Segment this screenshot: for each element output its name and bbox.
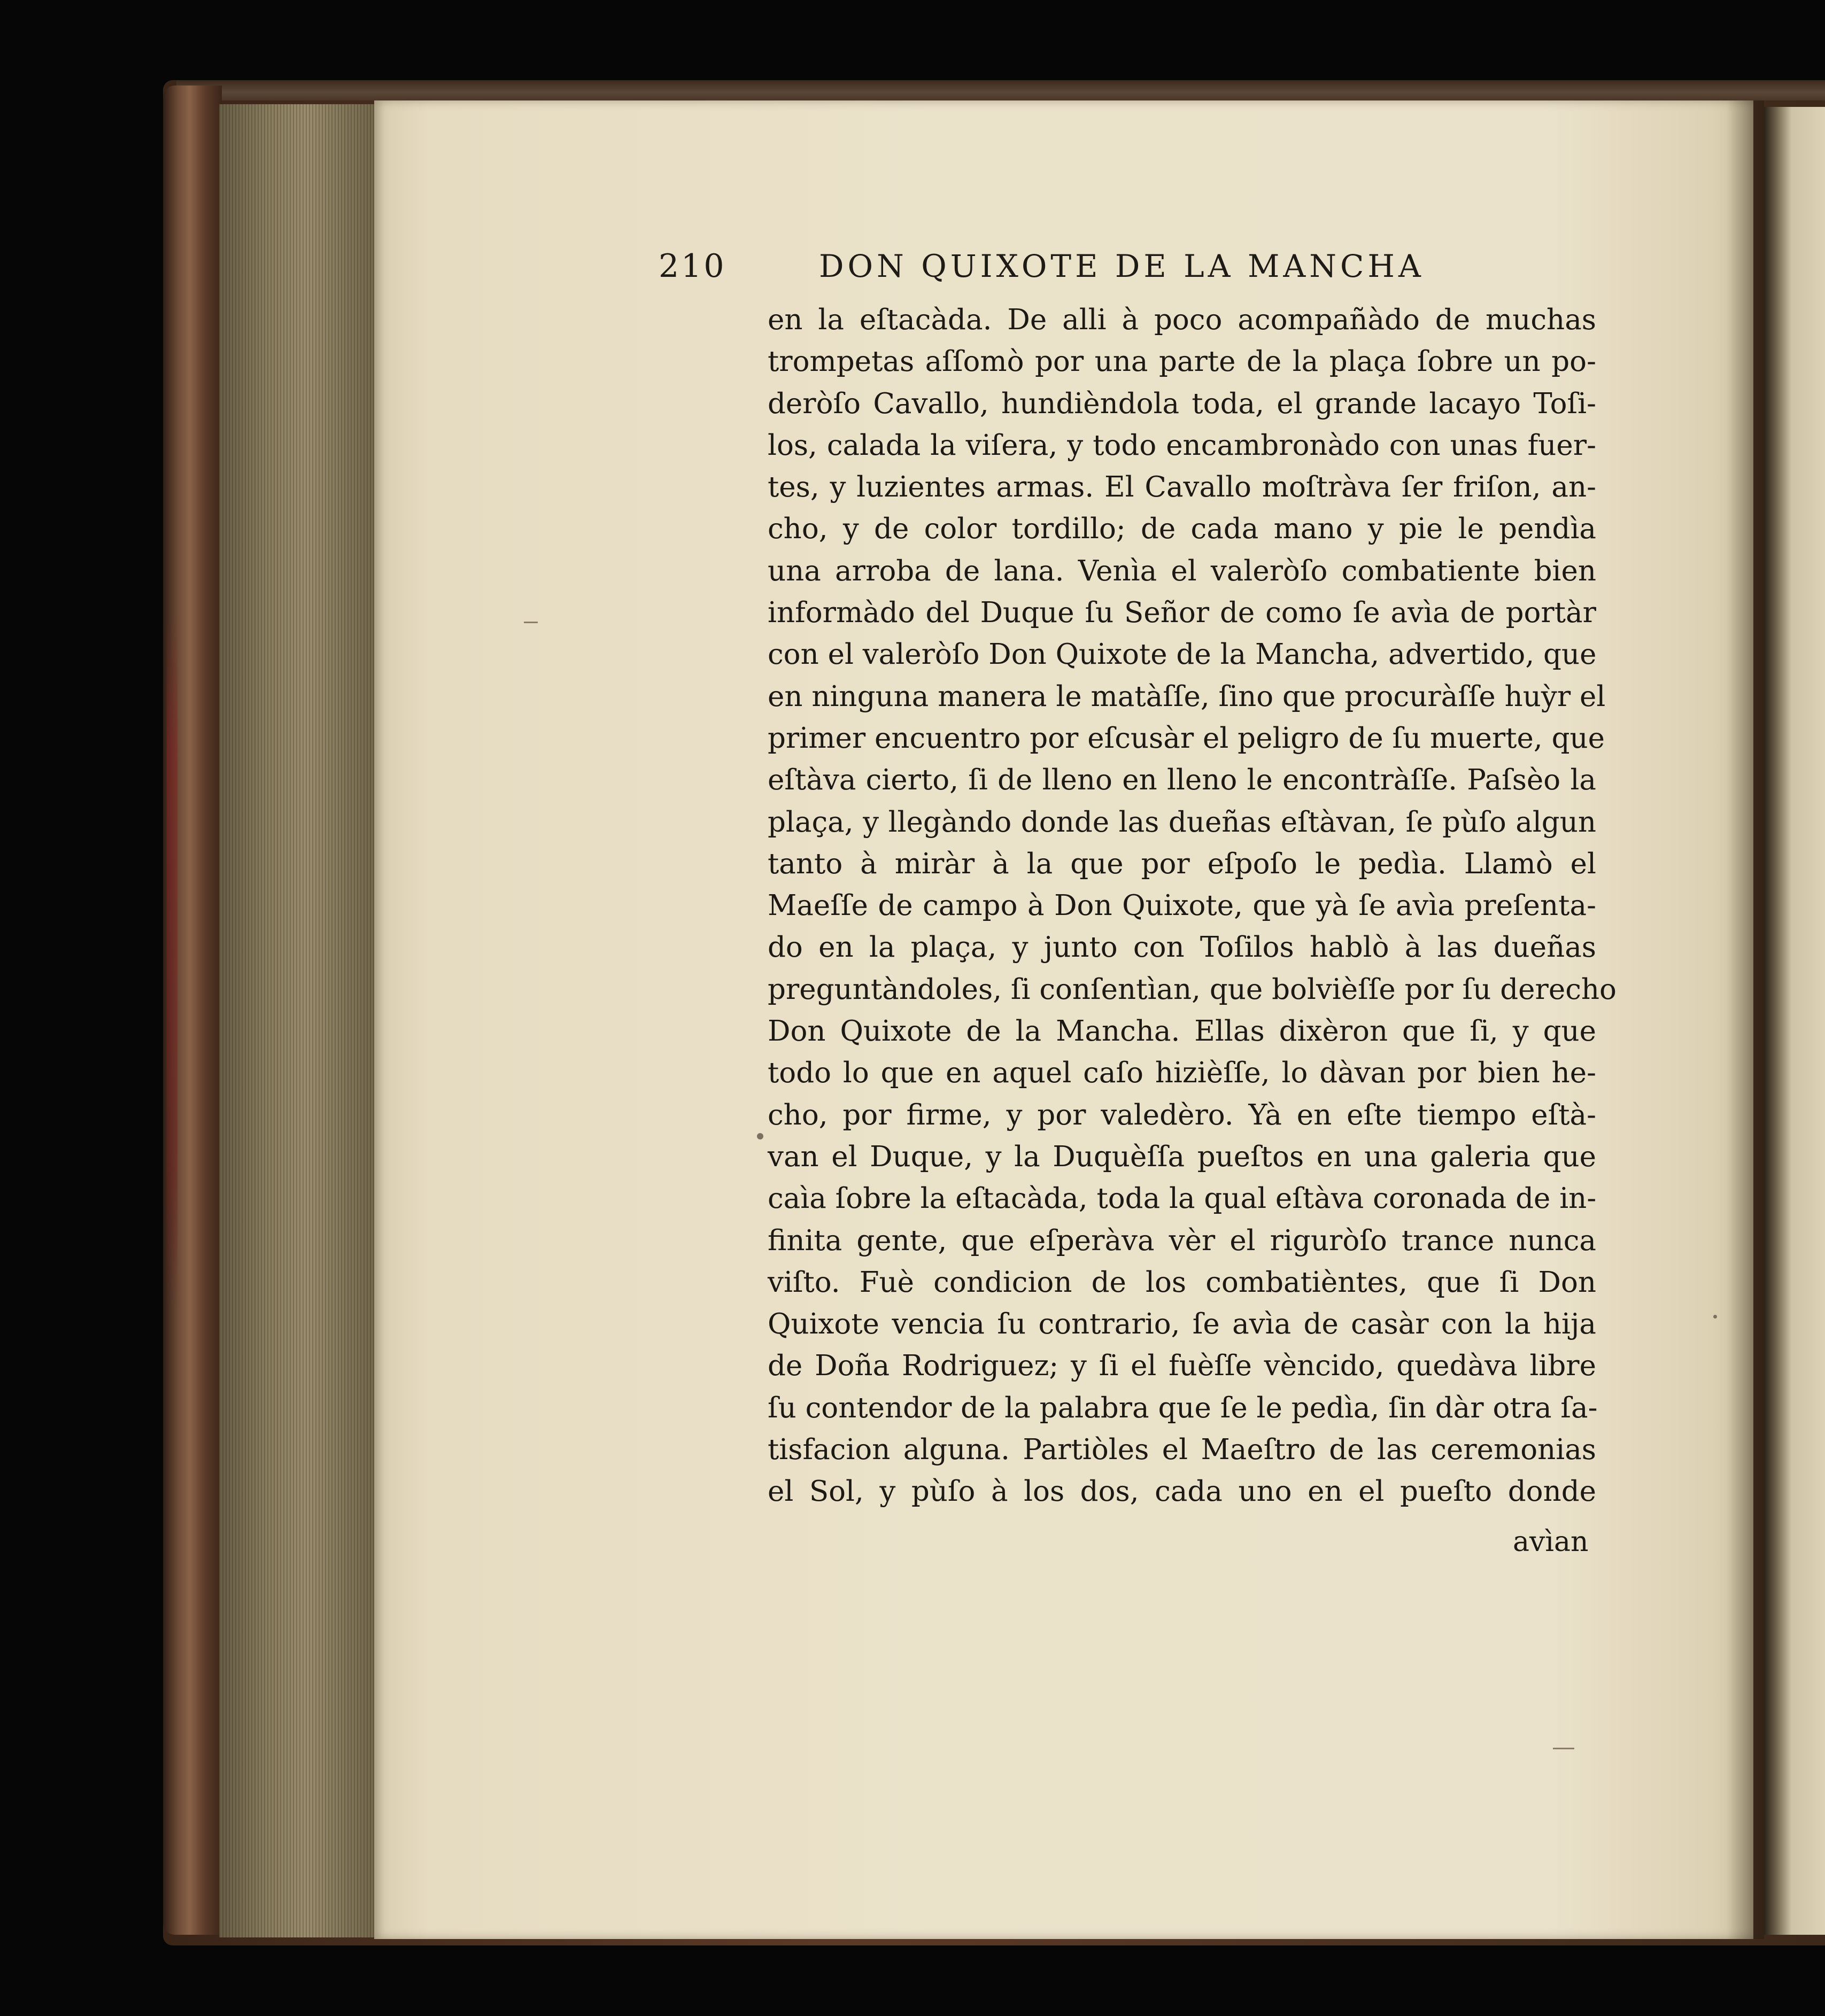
cover-top-edge xyxy=(176,80,1825,100)
text-line: Don Quixote de la Mancha. Ellas dixèron que ſi, y que xyxy=(768,1015,1596,1048)
text-line: de Doña Rodriguez; y ſi el fuèſſe vèncido, quedàva libre xyxy=(768,1350,1596,1383)
page-block-edges xyxy=(219,104,380,1937)
text-line: el Sol, y pùſo à los dos, cada uno en el pueſto donde xyxy=(768,1475,1596,1508)
margin-mark xyxy=(524,622,538,623)
text-line: do en la plaça, y junto con Toſilos hablò à las dueñas xyxy=(768,931,1596,964)
text-line: primer encuentro por eſcusàr el peligro de ſu muerte, que xyxy=(768,722,1605,755)
text-line: plaça, y llegàndo donde las dueñas eſtàvan, ſe pùſo algun xyxy=(768,805,1596,839)
text-line: en la eſtacàda. De alli à poco acompañàdo de muchas xyxy=(768,304,1596,336)
right-page-edge xyxy=(1764,107,1825,1935)
binding-stain xyxy=(167,615,177,1309)
text-line: van el Duque, y la Duquèſſa pueſtos en una galeria que xyxy=(768,1140,1596,1173)
text-line: tanto à miràr à la que por eſpoſo le pedìa. Llamò el xyxy=(768,847,1596,880)
text-line: deròſo Cavallo, hundièndola toda, el grande lacayo Toſi- xyxy=(768,387,1596,420)
page-number: 210 xyxy=(659,247,726,285)
text-line: una arroba de lana. Venìa el valeròſo combatiente bien xyxy=(768,554,1596,587)
text-line: preguntàndoles, ſi conſentìan, que bolvièſſe por ſu derecho xyxy=(768,973,1617,1006)
text-line: caìa ſobre la eſtacàda, toda la qual eſtàva coronada de in- xyxy=(768,1182,1597,1215)
text-line: eſtàva cierto, ſi de lleno en lleno le encontràſſe. Paſsèo la xyxy=(768,764,1596,797)
paper-speck xyxy=(1713,1315,1717,1319)
text-line: ſu contendor de la palabra que ſe le pedìa, ſin dàr otra ſa- xyxy=(768,1391,1598,1424)
text-line: cho, y de color tordillo; de cada mano y pie le pendìa xyxy=(768,513,1596,546)
text-line: informàdo del Duque ſu Señor de como ſe avìa de portàr xyxy=(768,596,1596,630)
text-line: Quixote vencia ſu contrario, ſe avìa de casàr con la hija xyxy=(768,1308,1596,1341)
text-line: viſto. Fuè condicion de los combatièntes, que ſi Don xyxy=(768,1266,1596,1299)
text-line: finita gente, que eſperàva vèr el riguròſo trance nunca xyxy=(768,1224,1596,1257)
paper-speck xyxy=(757,1133,763,1139)
catchword: avìan xyxy=(1513,1526,1589,1558)
text-line: con el valeròſo Don Quixote de la Mancha, advertido, que xyxy=(768,638,1597,671)
text-line: tes, y luzientes armas. El Cavallo moſtràva ſer friſon, an- xyxy=(768,471,1596,504)
margin-mark xyxy=(1553,1748,1574,1749)
text-line: en ninguna manera le matàſſe, ſino que procuràſſe huỳr el xyxy=(768,680,1606,713)
header-title: DON QUIXOTE DE LA MANCHA xyxy=(819,248,1425,284)
running-head xyxy=(659,247,1425,290)
text-line: Maeſſe de campo à Don Quixote, que yà ſe avìa preſenta- xyxy=(768,889,1596,922)
text-line: trompetas aſſomò por una parte de la plaça ſobre un po- xyxy=(768,345,1596,378)
text-line: tisfacion alguna. Partiòles el Maeſtro de las ceremonias xyxy=(768,1433,1596,1467)
text-line: todo lo que en aquel caſo hizièſſe, lo dàvan por bien he- xyxy=(768,1057,1596,1090)
body-text xyxy=(768,299,1617,1513)
text-line: los, calada la viſera, y todo encambronàdo con unas fuer- xyxy=(768,429,1596,462)
text-line: cho, por firme, y por valedèro. Yà en eſte tiempo eſtà- xyxy=(768,1098,1596,1131)
gutter-shadow xyxy=(1727,100,1764,1939)
